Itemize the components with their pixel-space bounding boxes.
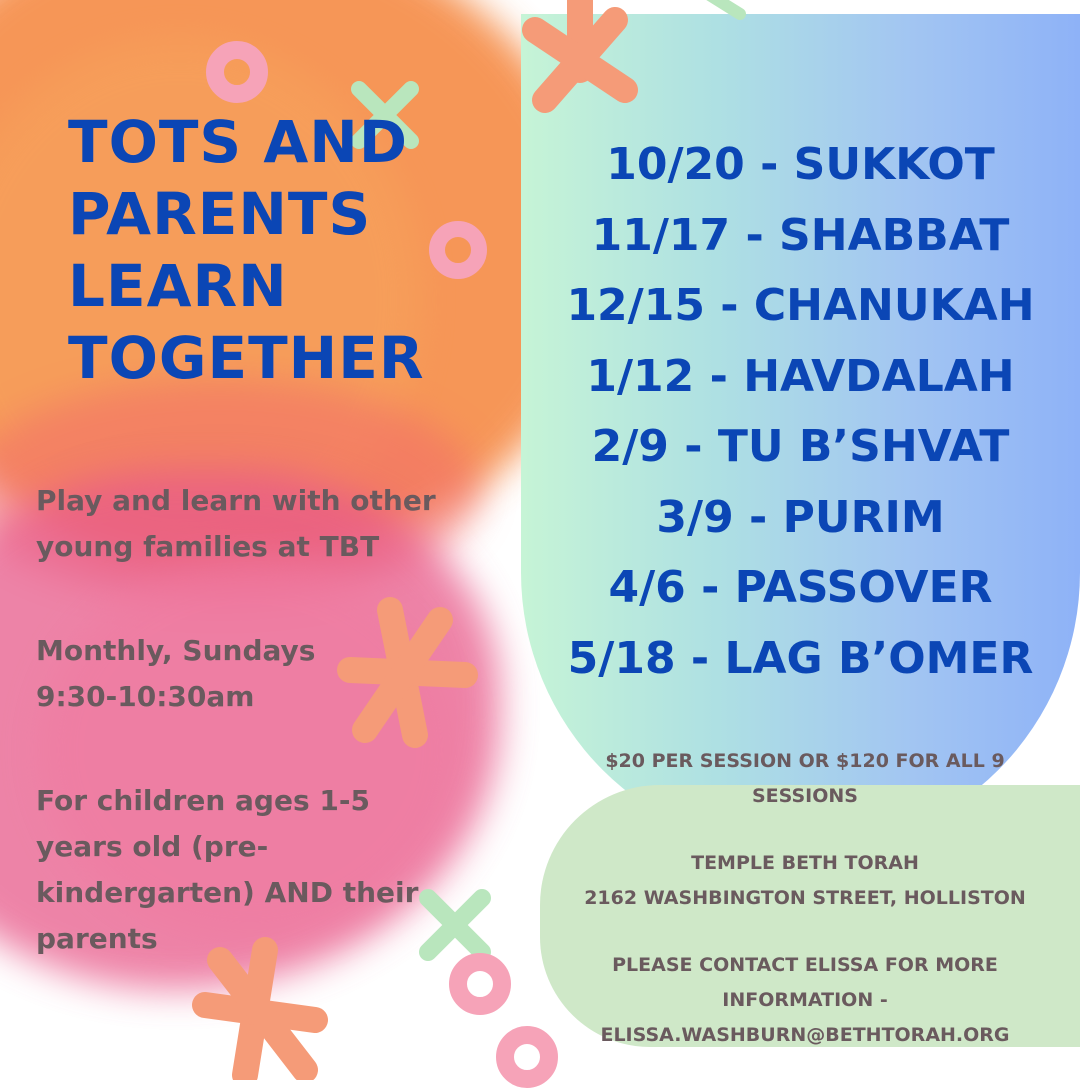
page-title xyxy=(68,106,424,394)
location-name: TEMPLE BETH TORAH xyxy=(691,852,919,874)
session-item: 11/17 - SHABBAT xyxy=(591,209,1010,261)
schedule-day: Monthly, Sundays xyxy=(36,634,316,667)
tagline-line: Play and learn with other xyxy=(36,484,436,517)
age-info-line: years old (pre- xyxy=(36,830,269,863)
asterisk-icon xyxy=(330,595,480,755)
session-schedule-list xyxy=(521,130,1080,694)
asterisk-icon xyxy=(515,0,645,130)
contact-info xyxy=(530,948,1080,1053)
session-item: 10/20 - SUKKOT xyxy=(606,139,995,190)
age-info-line: For children ages 1-5 xyxy=(36,784,370,817)
cross-icon xyxy=(700,0,750,20)
schedule-hours: 9:30-10:30am xyxy=(36,680,255,713)
contact-line: PLEASE CONTACT ELISSA FOR MORE xyxy=(612,954,998,976)
title-line: TOGETHER xyxy=(68,324,425,392)
tagline-line: young families at TBT xyxy=(36,530,380,563)
contact-line: INFORMATION - xyxy=(722,989,888,1011)
session-item: 4/6 - PASSOVER xyxy=(608,562,993,613)
location-info xyxy=(530,846,1080,916)
session-item: 3/9 - PURIM xyxy=(656,491,945,543)
pricing-line: $20 PER SESSION OR $120 FOR ALL 9 xyxy=(605,750,1005,772)
schedule-time xyxy=(36,628,315,720)
session-item: 2/9 - TU B’SHVAT xyxy=(591,421,1010,472)
location-address: 2162 WASHBINGTON STREET, HOLLISTON xyxy=(584,887,1026,909)
age-info-line: parents xyxy=(36,922,158,955)
ring-icon xyxy=(428,220,488,280)
pricing-info xyxy=(530,744,1080,814)
age-info xyxy=(36,778,418,962)
title-line: PARENTS xyxy=(68,180,372,248)
pricing-line: SESSIONS xyxy=(752,785,858,807)
age-info-line: kindergarten) AND their xyxy=(36,876,419,909)
session-item: 12/15 - CHANUKAH xyxy=(566,280,1035,331)
tagline xyxy=(36,478,436,570)
session-item: 1/12 - HAVDALAH xyxy=(586,350,1015,402)
ring-icon xyxy=(448,952,512,1016)
ring-icon xyxy=(205,40,269,104)
title-line: LEARN xyxy=(68,252,288,320)
session-item: 5/18 - LAG B’OMER xyxy=(567,632,1034,684)
title-line: TOTS AND xyxy=(68,108,408,176)
contact-email[interactable]: ELISSA.WASHBURN@BETHTORAH.ORG xyxy=(600,1024,1010,1046)
